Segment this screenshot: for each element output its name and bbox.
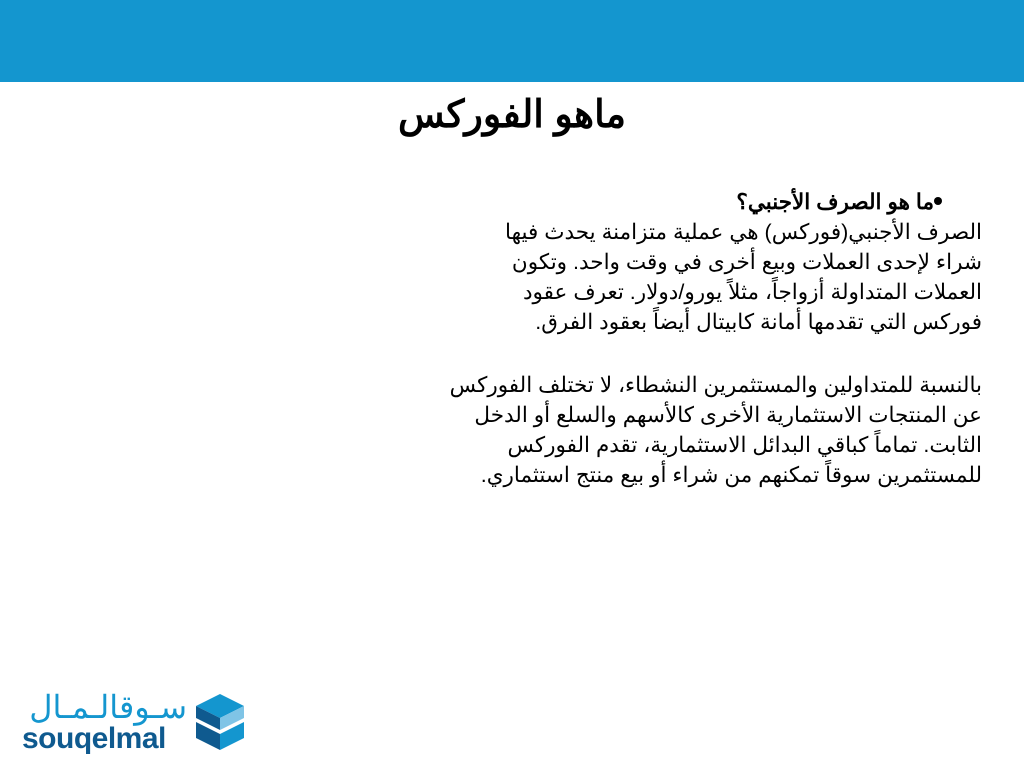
paragraph-spacer (322, 337, 982, 370)
logo-mark-icon (194, 692, 246, 752)
logo-arabic-text: سـوقالـمـال (29, 689, 187, 725)
slide-content (322, 187, 982, 490)
slide-title: ماهو الفوركس (397, 94, 627, 136)
paragraph-1 (322, 217, 982, 337)
paragraph-line: عن المنتجات الاستثمارية الأخرى كالأسهم والسلع أو الدخل (474, 403, 982, 427)
souqelmal-logo (22, 688, 242, 760)
bullet-dot (934, 197, 942, 205)
header-bar (0, 0, 1024, 82)
paragraph-line: شراء لإحدى العملات وبيع أخرى في وقت واحد. وتكون (511, 250, 982, 274)
paragraph-line: الصرف الأجنبي(فوركس) هي عملية متزامنة يحدث فيها (505, 220, 982, 244)
paragraph-2 (322, 370, 982, 490)
paragraph-line: للمستثمرين سوقاً تمكنهم من شراء أو بيع منتج استثماري. (480, 463, 982, 487)
paragraph-line: بالنسبة للمتداولين والمستثمرين النشطاء، لا تختلف الفوركس (449, 373, 982, 397)
logo-latin-text: souqelmal (22, 722, 166, 755)
bullet-text: ما هو الصرف الأجنبي؟ (736, 190, 934, 214)
bullet-item (322, 187, 982, 217)
paragraph-line: فوركس التي تقدمها أمانة كابيتال أيضاً بعقود الفرق. (535, 310, 982, 334)
paragraph-line: الثابت. تماماً كباقي البدائل الاستثمارية، تقدم الفوركس (507, 433, 982, 457)
paragraph-line: العملات المتداولة أزواجاً، مثلاً يورو/دولار. تعرف عقود (522, 280, 982, 304)
